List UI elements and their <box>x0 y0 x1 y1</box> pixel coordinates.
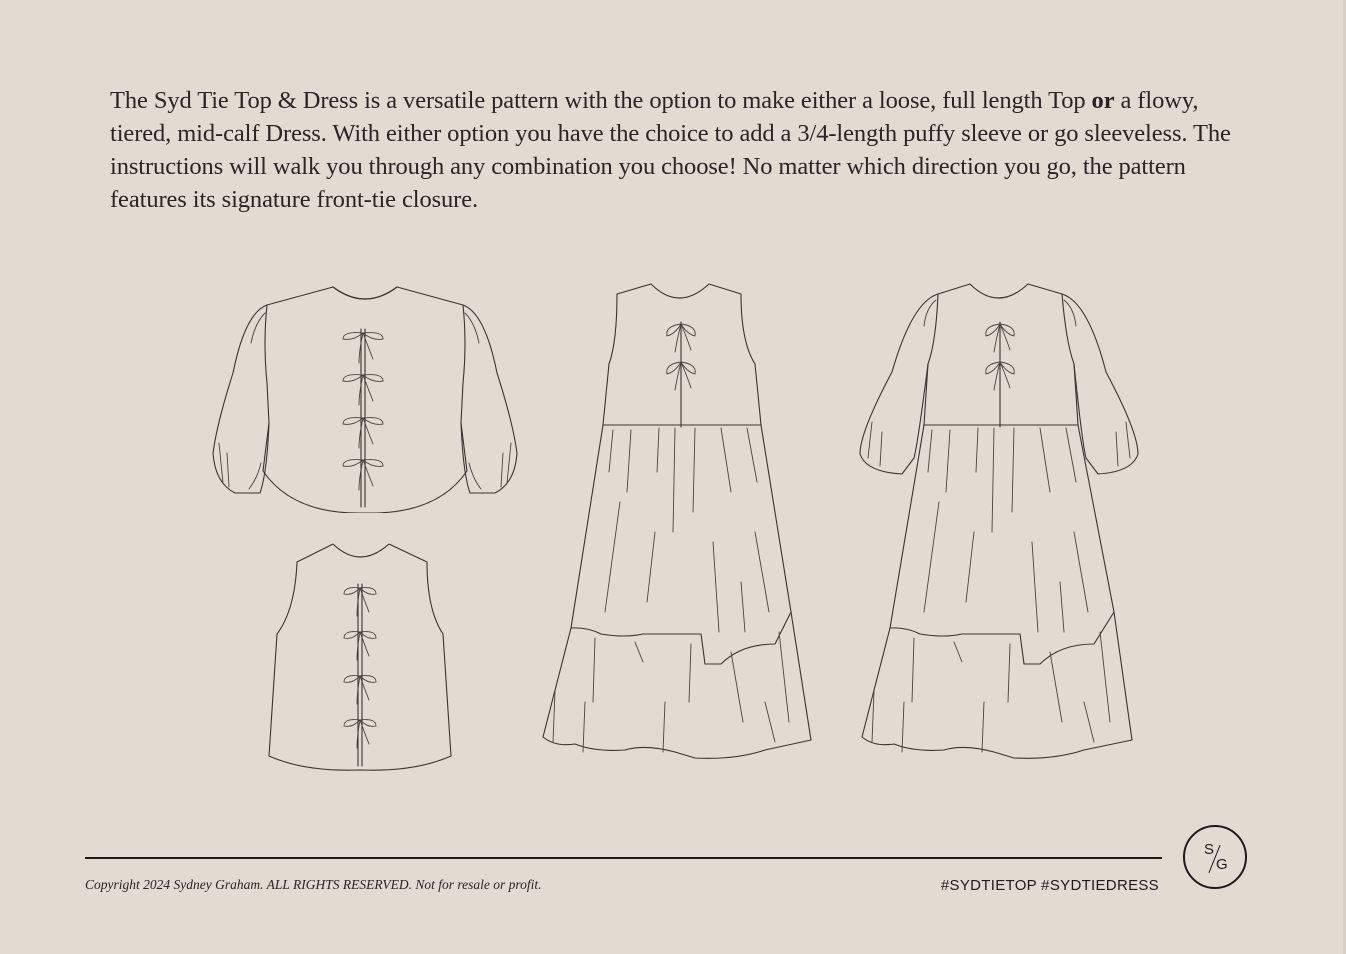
illustration-dress-with-sleeves <box>852 282 1142 772</box>
tie-bows <box>344 588 376 748</box>
illustration-top-with-sleeves <box>205 283 525 513</box>
tie-bows <box>343 333 383 490</box>
hashtags: #SYDTIETOP #SYDTIEDRESS <box>940 877 1159 894</box>
intro-text-1: The Syd Tie Top & Dress is a versatile pattern with the option to make either a loose, full length Top <box>110 87 1092 114</box>
sg-logo-icon <box>1183 825 1247 889</box>
top-sleeveless-drawing <box>265 540 455 775</box>
top-with-sleeves-drawing <box>205 283 525 513</box>
copyright-text: Copyright 2024 Sydney Graham. ALL RIGHTS RESERVED. Not for resale or profit. <box>85 877 542 892</box>
intro-paragraph <box>110 84 1240 216</box>
logo-letter-s: S <box>1204 841 1215 858</box>
dress-with-sleeves-drawing <box>852 282 1142 772</box>
illustration-dress-sleeveless <box>535 282 820 772</box>
intro-text-2: a flowy, tiered, mid-calf Dress. With either option you have the choice to add a 3/4-length puffy sleeve or go sleeveless. The instructions will walk you through any combination you choose! No matter which direction you go, the pattern features its signature front-tie closure. <box>110 87 1231 213</box>
illustration-top-sleeveless <box>265 540 455 775</box>
footer-divider <box>85 857 1162 859</box>
logo-letter-g: G <box>1216 856 1228 873</box>
dress-sleeveless-drawing <box>535 282 820 772</box>
intro-bold-or: or <box>1091 87 1115 114</box>
